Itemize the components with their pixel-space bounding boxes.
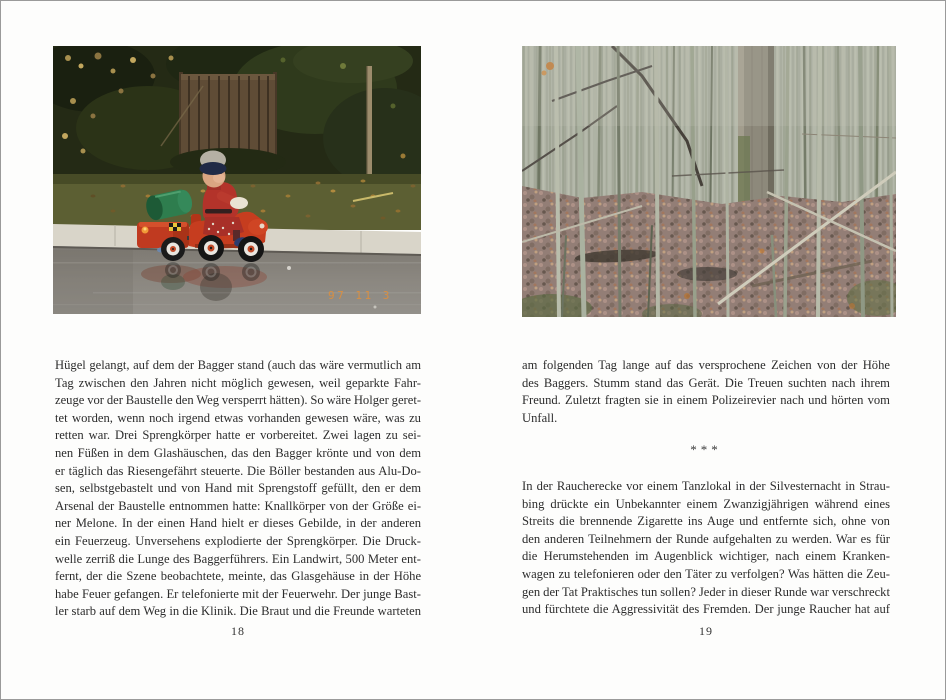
leaf-litter-ground (522, 186, 896, 317)
text-line: wagen zu telefonieren oder den Täter zu verfolgen? Was hätten die Zeu- (522, 566, 890, 581)
text-line: Arsenal der Baustelle entnommen hatte: Knallkörper von der Größe ei- (55, 498, 422, 513)
left-page-text (55, 357, 421, 621)
text-line: des Baggers. Stumm stand das Gerät. Die Treuen suchten nach ihrem (522, 375, 890, 390)
photo-toy-car (53, 46, 421, 314)
photo-date-stamp: 97 11 3 (328, 289, 392, 302)
text-line: fernt, der die Szene beobachtete, meinte, das Glasgehäuse in der Höhe (55, 569, 422, 584)
page-number-right: 19 (699, 624, 713, 638)
text-line: In der Raucherecke vor einem Tanzlokal in der Silvesternacht in Strau- (522, 478, 890, 493)
text-line: bing drückte ein Unbekannter einem Zwanzigjährigen während eines (522, 496, 890, 511)
text-line: und fürchtete die Aggressivität des Fremden. Der junge Raucher hat auf (522, 602, 890, 617)
text-line: Freund. Zuletzt fragten sie in einem Polizeirevier nach und hörten vom (522, 393, 890, 408)
text-line: ein Feuerzeug. Unversehens explodierte der Sprengkörper. Die Druck- (55, 533, 422, 548)
photo-winter-forest (522, 46, 896, 317)
text-line: Streits die brennende Zigarette ins Auge und entfernte sich, ohne von (522, 514, 890, 529)
text-line: Hügel gelangt, auf dem der Bagger stand (auch das wäre vermutlich am (55, 358, 421, 372)
text-line: tet worden, wenn noch irgend etwas vorhanden gewesen wäre, was zu (55, 410, 421, 425)
right-page-paragraph-2 (522, 478, 890, 619)
section-separator: *** (690, 442, 722, 458)
text-line: zeuge vor der Baustelle den Weg versperrt hätten). So wäre Holger geret- (55, 393, 422, 408)
page-number-left: 18 (231, 624, 245, 638)
text-line: den anderen Teilnehmern der Runde aufgehalten zu werden. War es für (522, 531, 890, 546)
trailer-wheel (161, 237, 185, 261)
text-line: retten war. Drei Sprengkörper hatte er vorbereitet. Zwei lagen zu sei- (55, 428, 421, 443)
text-line: welle zerriß die Lunge des Baggerführers. Ein Landwirt, 500 Meter ent- (55, 551, 421, 566)
text-line: die Herumstehenden im Augenblick wichtiger, nach einem Kranken- (522, 549, 890, 564)
text-line: gen der Tat Praktisches tun sollen? Jeder in dieser Runde war verschreckt (522, 584, 890, 599)
text-line: Unfall. (522, 410, 558, 425)
right-page-text (522, 357, 890, 619)
text-line: am folgenden Tag lange auf das versprochene Zeichen von der Höhe (522, 358, 890, 372)
text-line: sen, selbstgebastelt und von Hand mit Sprengstoff gefüllt, den er dem (55, 481, 422, 496)
text-line: nen Füßen in dem Glashäuschen, das den Bagger krönte und von dem (55, 445, 422, 460)
thin-tree-trunk (367, 66, 372, 182)
text-line: habe Feuer gefangen. Er telefonierte mit der Feuerwehr. Der junge Bast- (55, 586, 421, 601)
text-line: er täglich das Riesengefährt steuerte. Die Böller bestanden aus Alu-Do- (55, 463, 421, 478)
text-line: Tag zwischen den Jahren nicht möglich gewesen, weil geparkte Fahr- (55, 375, 421, 390)
right-page-paragraph-1 (522, 357, 890, 427)
checkered-sticker (169, 223, 181, 231)
text-line: ner Melone. In der einen Hand hielt er dieses Gebilde, in der anderen (55, 516, 422, 531)
text-line: ler starb auf dem Weg in die Klinik. Die Braut und die Freunde warteten (55, 604, 421, 619)
